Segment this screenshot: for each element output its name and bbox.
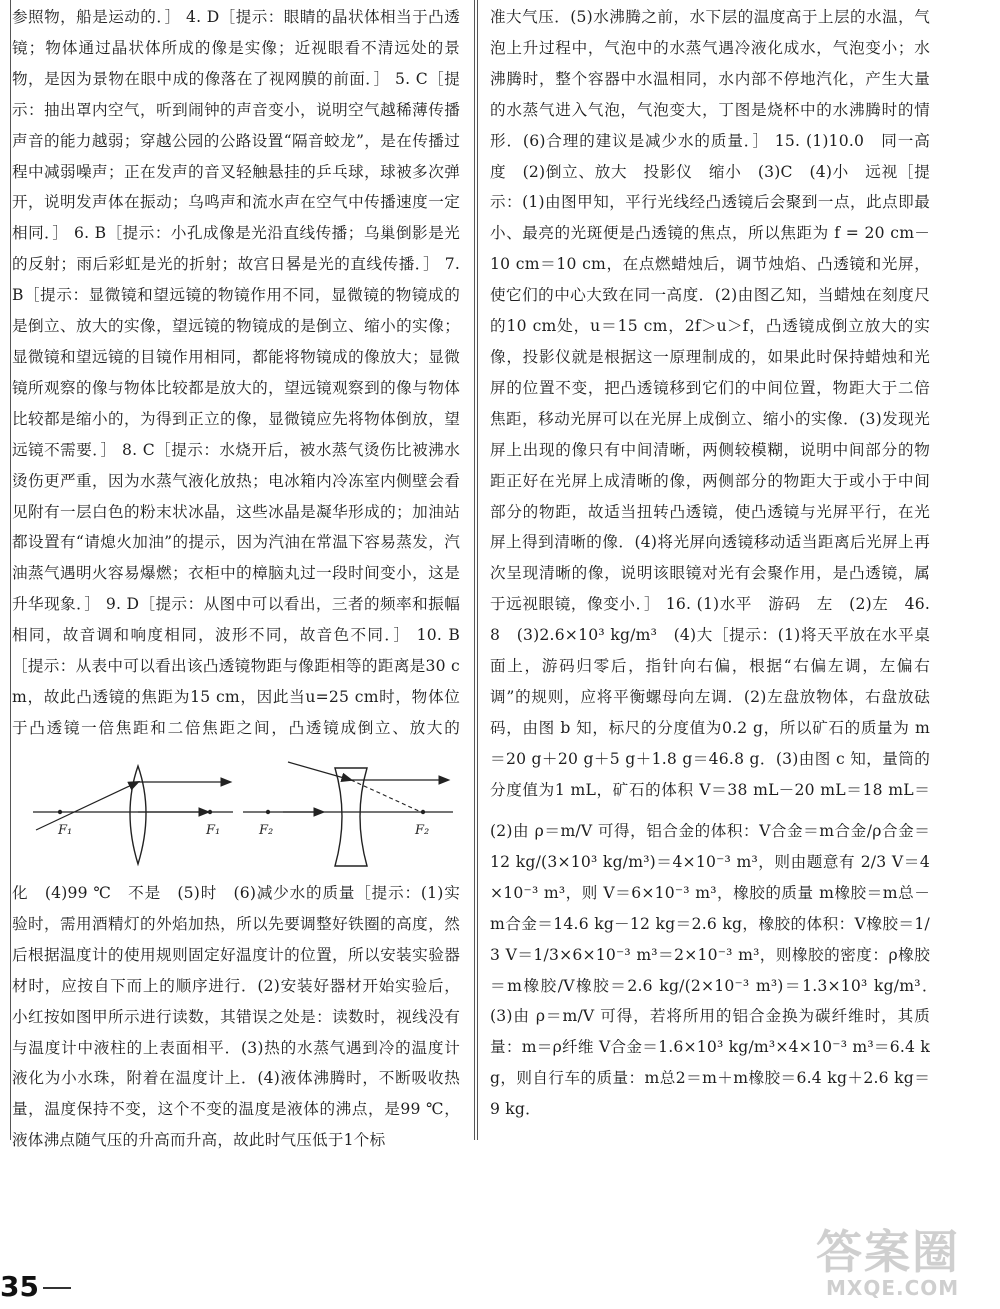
convex-lens-diagram: [33, 766, 233, 864]
concave-lens: [335, 768, 367, 866]
page-number-dash: [43, 1287, 71, 1289]
left-column-text-lower: 化 (4)99 ℃ 不是 (5)时 (6)减少水的质量［提示：(1)实验时，需用酒精灯的外焰加热，所以先要调整好铁圈的高度，然后根据温度计的使用规则固定好温度计的位置，所以安装实验器材时，应按自下而上的顺序进行．(2)安装好器材开始实验后，小红按如图甲所示进行读数，其错误之处是：读数时，视线没有与温度计中液柱的上表面相平．(3)热的水蒸气遇到冷的温度计液化为小水珠，附着在温度计上．(4)液体沸腾时，不断吸收热量，温度保持不变，这个不变的温度是液体的沸点，是99 ℃，液体沸点随气压的升高而升高，故此时气压低于1个标: [12, 884, 460, 1150]
focus-label-f1-right: F₁: [206, 823, 221, 838]
right-column: [490, 2, 946, 1125]
incident-ray-concave: [288, 762, 351, 780]
right-column-text-lower: (2)由 ρ＝m/V 可得，铝合金的体积：V合金＝m合金/ρ合金＝12 kg/(3×10³ kg/m³)＝4×10⁻³ m³，则由题意有 2/3 V＝4×10⁻³ m³，则 V＝6×10⁻³ m³，橡胶的质量 m橡胶＝m总－m合金＝14.6 kg－12 kg＝2.6 kg，橡胶的体积：V橡胶＝1/3 V＝1/3×6×10⁻³ m³＝2×10⁻³ m³，则橡胶的密度：ρ橡胶＝m橡胶/V橡胶＝2.6 kg/(2×10⁻³ m³)＝1.3×10³ kg/m³． (3)由 ρ＝m/V 可得，若将所用的铝合金换为碳纤维时，其质量：m＝ρ纤维 V合金＝1.6×10³ kg/m³×4×10⁻³ m³＝6.4 kg，则自行车的质量：m总2＝m＋m橡胶＝6.4 kg＋2.6 kg＝9 kg．: [490, 822, 946, 1119]
left-column-lower: [12, 878, 460, 1156]
focus-label-f2-right: F₂: [415, 823, 430, 838]
incident-ray: [36, 782, 138, 830]
watermark-title: 答案圈: [816, 1225, 960, 1279]
watermark-logo: [816, 1216, 992, 1306]
column-divider-right: [477, 0, 478, 1140]
right-column-text-upper: 准大气压．(5)水沸腾之前，水下层的温度高于上层的水温，气泡上升过程中，气泡中的水蒸气遇冷液化成水，气泡变小；水沸腾时，整个容器中水温相同，水内部不停地汽化，产生大量的水蒸气进入气泡，气泡变大，丁图是烧杯中的水沸腾时的情形．(6)合理的建议是减少水的质量．］ 15. (1)10.0 同一高度 (2)倒立、放大 投影仪 缩小 (3)C (4)小 远视［提示：(1)由图甲知，平行光线经凸透镜后会聚到一点，此点即最小、最亮的光斑便是凸透镜的焦点，所以焦距为 f = 20 cm－10 cm＝10 cm，在点燃蜡烛后，调节烛焰、凸透镜和光屏，使它们的中心大致在同一高度．(2)由图乙知，当蜡烛在刻度尺的10 cm处，u＝15 cm，2f＞u＞f，凸透镜成倒立放大的实像，投影仪就是根据这一原理制成的，如果此时保持蜡烛和光屏的位置不变，把凸透镜移到它们的中间位置，物距大于二倍焦距，移动光屏可以在光屏上成倒立、缩小的实像．(3)发现光屏上出现的像只有中间清晰，两侧较模糊，说明中间部分的物距正好在光屏上成清晰的像，两侧部分的物距大于或小于中间部分的物距，故适当扭转凸透镜，使凸透镜与光屏平行，在光屏上得到清晰的像．(4)将光屏向透镜移动适当距离后光屏上再次呈现清晰的像，说明该眼镜对光有会聚作用，是凸透镜，属于远视眼镜，像变小．］ 16. (1)水平 游码 左 (2)左 46.8 (3)2.6×10³ kg/m³ (4)大［提示：(1)将天平放在水平桌面上，游码归零后，指针向右偏，根据“右偏左调，左偏右调”的规则，应将平衡螺母向左调．(2)左盘放物体，右盘放砝码，由图 b 知，标尺的分度值为0.2 g，所以矿石的质量为 m＝20 g＋20 g＋5 g＋1.8 g＝46.8 g．(3)由图 c 知，量筒的分度值为1 mL，矿石的体积 V＝38 mL－20 mL＝18 mL＝: [490, 8, 930, 799]
left-column-rule: [10, 0, 11, 1140]
left-column: [12, 2, 460, 747]
page-number: 35: [0, 1270, 39, 1303]
lens-diagram: [28, 760, 458, 880]
watermark-url: MXQE.COM: [826, 1276, 960, 1300]
left-column-text-upper: 参照物，船是运动的．］ 4. D［提示：眼睛的晶状体相当于凸透镜；物体通过晶状体所成的像是实像；近视眼看不清远处的景物，是因为景物在眼中成的像落在了视网膜的前面．］ 5. C［提示：抽出罩内空气，听到闹钟的声音变小，说明空气越稀薄传播声音的能力越弱；穿越公园的公路设置“隔音蛟龙”，是在传播过程中减弱噪声；正在发声的音叉轻触悬挂的乒乓球，球被多次弹开，说明发声体在振动；乌鸣声和流水声在空气中传播速度一定相同．］ 6. B［提示：小孔成像是光沿直线传播；乌巢倒影是光的反射；雨后彩虹是光的折射；故宫日晷是光的直线传播．］ 7. B［提示：显微镜和望远镜的物镜作用不同，显微镜的物镜成的是倒立、放大的实像，望远镜的物镜成的是倒立、缩小的实像；显微镜和望远镜的目镜作用相同，都能将物镜成的像放大；显微镜所观察的像与物体比较都是放大的，望远镜观察到的像与物体比较都是缩小的，为得到正立的像，显微镜应先将物体倒放，望远镜不需要．］ 8. C［提示：水烧开后，被水蒸气烫伤比被沸水烫伤更严重，因为水蒸气液化放热；电冰箱内冷冻室内侧壁会看见附有一层白色的粉末状冰晶，这些冰晶是凝华形成的；加油站都设置有“请熄火加油”的提示，因为汽油在常温下容易蒸发，汽油蒸气遇明火容易爆燃；衣柜中的樟脑丸过一段时间变小，这是升华现象．］ 9. D［提示：从图中可以看出，三者的频率和振幅相同，故音调和响度相同，波形不同，故音色不同．］ 10. B［提示：从表中可以看出该凸透镜物距与像距相等的距离是30 cm，故此凸透镜的焦距为15 cm，因此当u=25 cm时，物体位于凸透镜一倍焦距和二倍焦距之间，凸透镜成倒立、放大的: [12, 8, 460, 737]
column-divider-left: [474, 0, 475, 1140]
concave-lens-diagram: [243, 762, 453, 866]
focus-label-f1-left: F₁: [58, 823, 73, 838]
focus-label-f2-left: F₂: [259, 823, 274, 838]
convex-lens: [130, 766, 146, 864]
